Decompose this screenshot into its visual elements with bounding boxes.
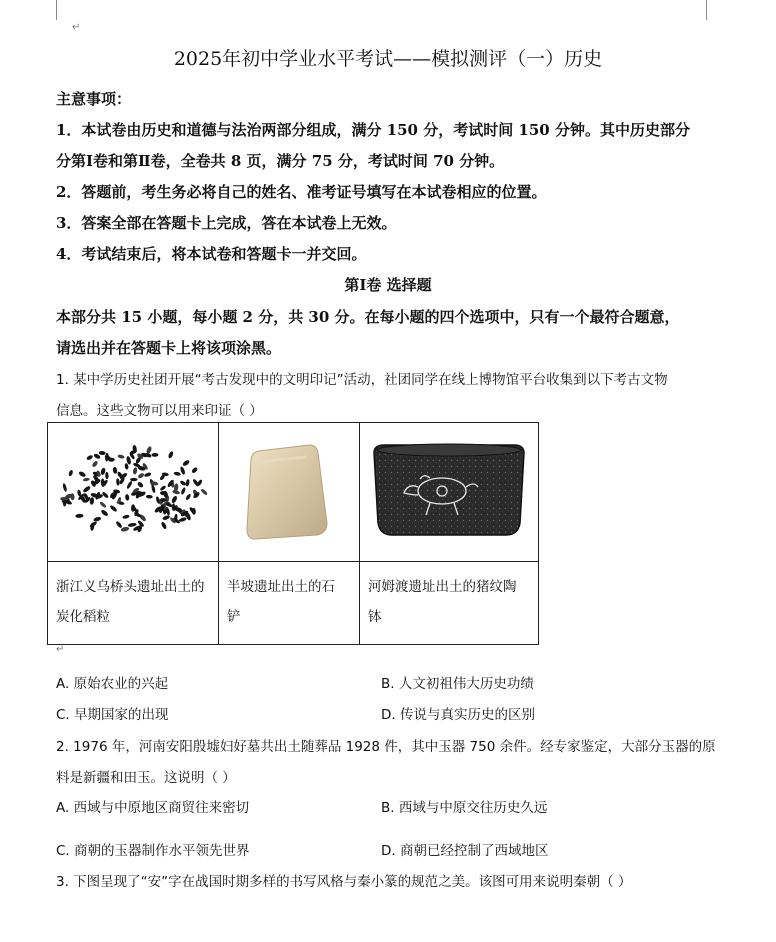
rice-grain [120,526,129,532]
paragraph-mark: ↵ [72,22,81,33]
rice-grain [100,509,109,517]
relic-image-cell [360,423,539,562]
rice-grain [75,514,83,519]
section-intro: 请选出并在答题卡上将该项涂黑。 [56,339,282,357]
rice-grain [82,485,91,493]
question-1-stem: 1. 某中学历史社团开展“考古发现中的文明印记”活动，社团同学在线上博物馆平台收集到以下考古文物 [56,372,668,388]
caption-line: 浙江义乌桥头遗址出土的 [56,579,205,595]
rice-grain [174,471,182,476]
crop-mark-left [56,0,57,20]
rice-grain [200,488,208,496]
rice-grain [151,484,156,493]
notice-item: 3．答案全部在答题卡上完成，答在本试卷上无效。 [56,214,397,232]
caption-line: 钵 [368,609,382,625]
caption-line: 铲 [227,609,241,625]
relic-image-cell [48,423,219,562]
section-title: 第Ⅰ卷 选择题 [344,276,432,294]
notice-item: 分第Ⅰ卷和第Ⅱ卷，全卷共 8 页，满分 75 分，考试时间 70 分钟。 [56,152,505,170]
section-intro: 本部分共 15 小题，每小题 2 分，共 30 分。在每小题的四个选项中，只有一个最符合题意， [56,308,680,326]
rice-grain [185,493,192,501]
rice-grain [116,478,120,486]
question-1-option-c: C. 早期国家的出现 [56,707,169,723]
question-2-stem: 2. 1976 年，河南安阳殷墟妇好墓共出土随葬品 1928 件，其中玉器 750 余件。经专家鉴定，大部分玉器的原 [56,739,716,755]
page-title: 2025年初中学业水平考试——模拟测评（一）历史 [173,48,603,70]
rice-grain [146,495,153,499]
rice-grain [160,521,167,530]
question-1-stem: 信息。这些文物可以用来印证（ ） [56,403,263,419]
rice-grain [185,479,190,487]
rice-grain [91,460,98,468]
caption-line: 河姆渡遗址出土的猪纹陶 [368,579,517,595]
rice-grain [99,451,106,455]
rice-grain [180,487,186,495]
rice-grain [100,467,106,475]
relics-table [47,422,539,645]
rice-grain [179,480,186,487]
rice-grain [168,451,174,459]
rice-grain [144,472,152,478]
notice-item: 1．本试卷由历史和道德与法治两部分组成，满分 150 分，考试时间 150 分钟。其中历史部分 [56,121,690,139]
stone-shovel-image [219,423,359,557]
rice-grain [115,520,123,528]
question-2-option-d: D. 商朝已经控制了西域地区 [381,843,549,859]
question-1-option-d: D. 传说与真实历史的区别 [381,707,535,723]
rice-grain [122,514,130,519]
rice-grain [125,494,130,501]
rice-grain [132,467,137,475]
question-1-option-a: A. 原始农业的兴起 [56,676,169,692]
caption-line: 炭化稻粒 [56,609,110,625]
question-2-option-a: A. 西域与中原地区商贸往来密切 [56,800,250,816]
rice-grain [128,522,137,527]
rice-grain [117,454,125,459]
rice-grain [130,478,137,481]
question-2-stem: 料是新疆和田玉。这说明（ ） [56,770,236,786]
rice-grain [83,477,90,481]
rice-grain [178,517,187,523]
rice-grain [78,471,87,478]
notice-item: 2．答题前，考生务必将自己的姓名、准考证号填写在本试卷相应的位置。 [56,183,547,201]
rice-grain [162,515,170,521]
paragraph-mark: ↵ [56,644,65,655]
rice-grain [62,483,67,492]
question-3-stem: 3. 下图呈现了“安”字在战国时期多样的书写风格与秦小篆的规范之美。该图可用来说明秦朝（ ） [56,874,632,890]
rice-grain [93,516,102,522]
rice-grain [137,481,145,488]
rice-grain [126,480,133,489]
rice-grain [105,472,109,480]
rice-grain [68,469,74,476]
relic-caption [48,562,219,645]
relic-caption [360,562,539,645]
rice-grain [86,454,94,461]
rice-grain [99,501,107,509]
rice-grain [112,467,117,474]
carbonized-rice-image [48,423,218,557]
rice-grain [151,453,158,457]
rice-grain [109,504,118,512]
notice-item: 4．考试结束后，将本试卷和答题卡一并交回。 [56,245,367,263]
rice-grain [182,459,190,467]
relic-image-cell [219,423,360,562]
question-2-option-c: C. 商朝的玉器制作水平领先世界 [56,843,250,859]
notice-heading: 主意事项： [56,90,132,108]
crop-mark-right [706,0,707,20]
pig-pattern-pottery-bowl-image [360,423,538,557]
rice-grain [191,466,198,474]
rice-grain [124,463,129,470]
relic-caption [219,562,360,645]
rice-grain [159,485,166,492]
caption-line: 半坡遗址出土的石 [227,579,335,595]
rice-grain [171,495,178,504]
question-1-option-b: B. 人文初祖伟大历史功绩 [381,676,534,692]
rice-grain [137,472,145,479]
question-2-option-b: B. 西域与中原交往历史久远 [381,800,548,816]
